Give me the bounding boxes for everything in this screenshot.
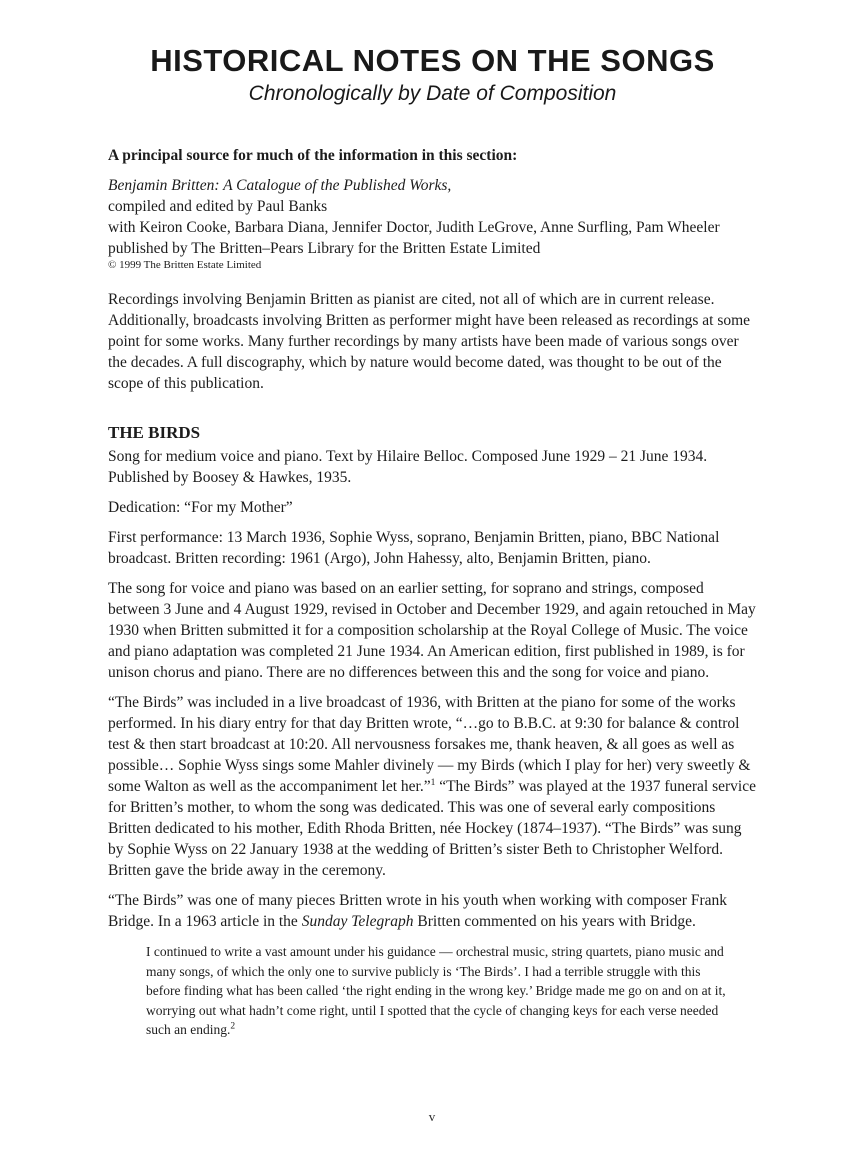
principal-source-note: A principal source for much of the information in this section: [108, 147, 518, 164]
page-number: v [428, 1109, 436, 1124]
catalogue-compiled-line: compiled and edited by Paul Banks [108, 198, 328, 215]
page-title: HISTORICAL NOTES ON THE SONGS [150, 43, 715, 78]
broadcast-text-before: “The Birds” was included in a live broadcast of 1936, with Britten at the piano for some of the works performed. In his diary entry for that day Britten wrote, “…go to B.B.C. at 9:30 for balance & control test & then start broadcast at 10:20. All nervousness forsakes me, thank heaven, & all goes as well as possible… Sophie Wyss sings some Mahler divinely — my Birds (which I play for her) very sweetly & some Walton as well as the accompaniment let her.” [108, 694, 751, 795]
footnote-marker-1: 1 [430, 777, 436, 788]
frank-bridge-paragraph [108, 890, 757, 932]
section-heading-the-birds: THE BIRDS [108, 423, 201, 442]
catalogue-credits [108, 175, 757, 272]
catalogue-publisher-line: published by The Britten–Pears Library for the Britten Estate Limited [108, 240, 541, 257]
song-description-paragraph: Song for medium voice and piano. Text by Hilaire Belloc. Composed June 1929 – 21 June 1934. Published by Boosey & Hawkes, 1935. [108, 448, 708, 486]
bridge-text-before: “The Birds” was one of many pieces Britten wrote in his youth when working with composer Frank Bridge. In a 1963 article in the [108, 892, 728, 930]
broadcast-text-after: “The Birds” was played at the 1937 funeral service for Britten’s mother, to whom the song was dedicated. This was one of several early compositions Britten dedicated to his mother, Edith Rhoda Britten, née Hockey (1874–1937). “The Birds” was sung by Sophie Wyss on 22 January 1938 at the wedding of Britten’s sister Beth to Christopher Welford. Britten gave the bride away in the ceremony. [108, 778, 756, 879]
bridge-text-after: Britten commented on his years with Bridge. [413, 913, 696, 930]
broadcast-paragraph [108, 692, 757, 881]
catalogue-title: Benjamin Britten: A Catalogue of the Published Works, [108, 177, 452, 194]
footnote-marker-2: 2 [230, 1021, 236, 1032]
britten-quote-block [146, 942, 729, 1040]
dedication-paragraph: Dedication: “For my Mother” [108, 499, 293, 516]
copyright-line: © 1999 The Britten Estate Limited [108, 259, 262, 271]
recordings-note-paragraph: Recordings involving Benjamin Britten as pianist are cited, not all of which are in current release. Additionally, broadcasts involving Britten as performer might have been released as recordings at some point for some works. Many further recordings by many artists have been made of various songs over the decades. A full discography, which by nature would become dated, was thought to be out of the scope of this publication. [108, 291, 751, 392]
sunday-telegraph-italic: Sunday Telegraph [301, 913, 414, 930]
page-subtitle: Chronologically by Date of Composition [248, 82, 617, 105]
first-performance-paragraph: First performance: 13 March 1936, Sophie Wyss, soprano, Benjamin Britten, piano, BBC National broadcast. Britten recording: 1961 (Argo), John Hahessy, alto, Benjamin Britten, piano. [108, 529, 720, 567]
composition-history-paragraph: The song for voice and piano was based on an earlier setting, for soprano and strings, composed between 3 June and 4 August 1929, revised in October and December 1929, and again retouched in May 1930 when Britten submitted it for a composition scholarship at the Royal College of Music. The voice and piano adaptation was completed 21 June 1934. An American edition, first published in 1989, is for unison chorus and piano. There are no differences between this and the song for voice and piano. [108, 580, 756, 681]
catalogue-contributors-line: with Keiron Cooke, Barbara Diana, Jennifer Doctor, Judith LeGrove, Anne Surfling, Pam Wheeler [108, 219, 720, 236]
quote-text: I continued to write a vast amount under his guidance — orchestral music, string quartets, piano music and many songs, of which the only one to survive publicly is ‘The Birds’. I had a terrible struggle with this before finding what has been called ‘the right ending in the wrong key.’ Bridge made me go on and on at it, worrying out what hadn’t come right, until I spotted that the cycle of changing keys for each verse needed such an ending. [146, 944, 726, 1037]
